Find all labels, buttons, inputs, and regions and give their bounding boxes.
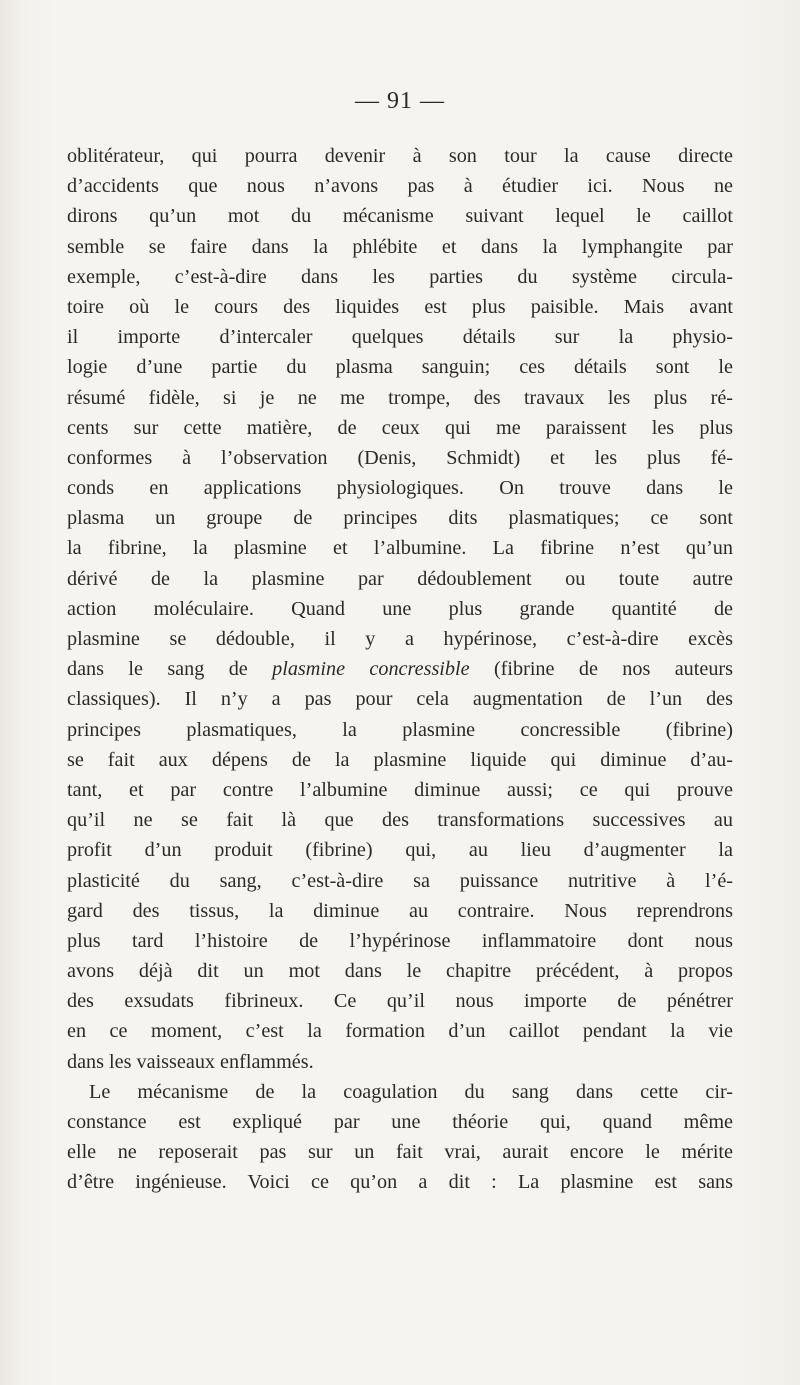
text-line: la fibrine, la plasmine et l’albumine. La fibrine n’est qu’un (67, 537, 733, 560)
text-line: toire où le cours des liquides est plus paisible. Mais avant (67, 295, 733, 318)
text-line: elle ne reposerait pas sur un fait vrai, aurait encore le mérite (67, 1141, 733, 1164)
text-line: en ce moment, c’est la formation d’un caillot pendant la vie (67, 1020, 733, 1043)
text-line: conformes à l’observation (Denis, Schmidt) et les plus fé- (67, 446, 733, 469)
text-line: classiques). Il n’y a pas pour cela augmentation de l’un des (67, 688, 733, 711)
text-line: semble se faire dans la phlébite et dans la lymphangite par (67, 235, 733, 258)
text-line: dirons qu’un mot du mécanisme suivant lequel le caillot (67, 205, 733, 228)
text-line-paragraph-end: dans les vaisseaux enflammés. (67, 1050, 314, 1073)
text-segment: dans le sang de (67, 658, 248, 681)
italic-term: plasmine concressible (272, 658, 470, 681)
text-line: il importe d’intercaler quelques détails sur la physio- (67, 326, 733, 349)
text-line: se fait aux dépens de la plasmine liquide qui diminue d’au- (67, 748, 733, 771)
text-line: exemple, c’est-à-dire dans les parties du système circula- (67, 265, 733, 288)
text-line: action moléculaire. Quand une plus grande quantité de (67, 597, 733, 620)
text-line: plus tard l’histoire de l’hypérinose inflammatoire dont nous (67, 929, 733, 952)
text-line: cents sur cette matière, de ceux qui me paraissent les plus (67, 416, 733, 439)
text-line-mixed (67, 654, 733, 684)
text-line: gard des tissus, la diminue au contraire. Nous reprendrons (67, 899, 733, 922)
text-line: logie d’une partie du plasma sanguin; ces détails sont le (67, 356, 733, 379)
text-line: oblitérateur, qui pourra devenir à son tour la cause directe (67, 145, 733, 167)
text-line: conds en applications physiologiques. On trouve dans le (67, 477, 733, 500)
text-segment: (fibrine de nos auteurs (493, 658, 733, 681)
page-number: — 91 — (355, 88, 445, 114)
text-line: avons déjà dit un mot dans le chapitre précédent, à propos (67, 960, 733, 983)
text-line-paragraph-start: Le mécanisme de la coagulation du sang dans cette cir- (89, 1080, 733, 1103)
text-line: d’être ingénieuse. Voici ce qu’on a dit : La plasmine est sans (67, 1171, 733, 1194)
text-line: profit d’un produit (fibrine) qui, au lieu d’augmenter la (67, 839, 733, 862)
text-line: résumé fidèle, si je ne me trompe, des travaux les plus ré- (67, 386, 733, 409)
text-line: tant, et par contre l’albumine diminue aussi; ce qui prouve (67, 778, 733, 801)
text-line: constance est expliqué par une théorie qui, quand même (67, 1111, 733, 1133)
text-line: qu’il ne se fait là que des transformations successives au (67, 809, 733, 832)
text-line: principes plasmatiques, la plasmine concressible (fibrine) (67, 718, 733, 741)
text-line: plasma un groupe de principes dits plasmatiques; ce sont (67, 507, 733, 530)
text-line: plasticité du sang, c’est-à-dire sa puissance nutritive à l’é- (67, 869, 733, 892)
text-line: dérivé de la plasmine par dédoublement ou toute autre (67, 567, 733, 590)
text-line: des exsudats fibrineux. Ce qu’il nous importe de pénétrer (67, 990, 733, 1013)
text-line: plasmine se dédouble, il y a hypérinose, c’est-à-dire excès (67, 628, 733, 650)
text-line: d’accidents que nous n’avons pas à étudier ici. Nous ne (67, 175, 733, 198)
body-text (67, 141, 733, 1198)
